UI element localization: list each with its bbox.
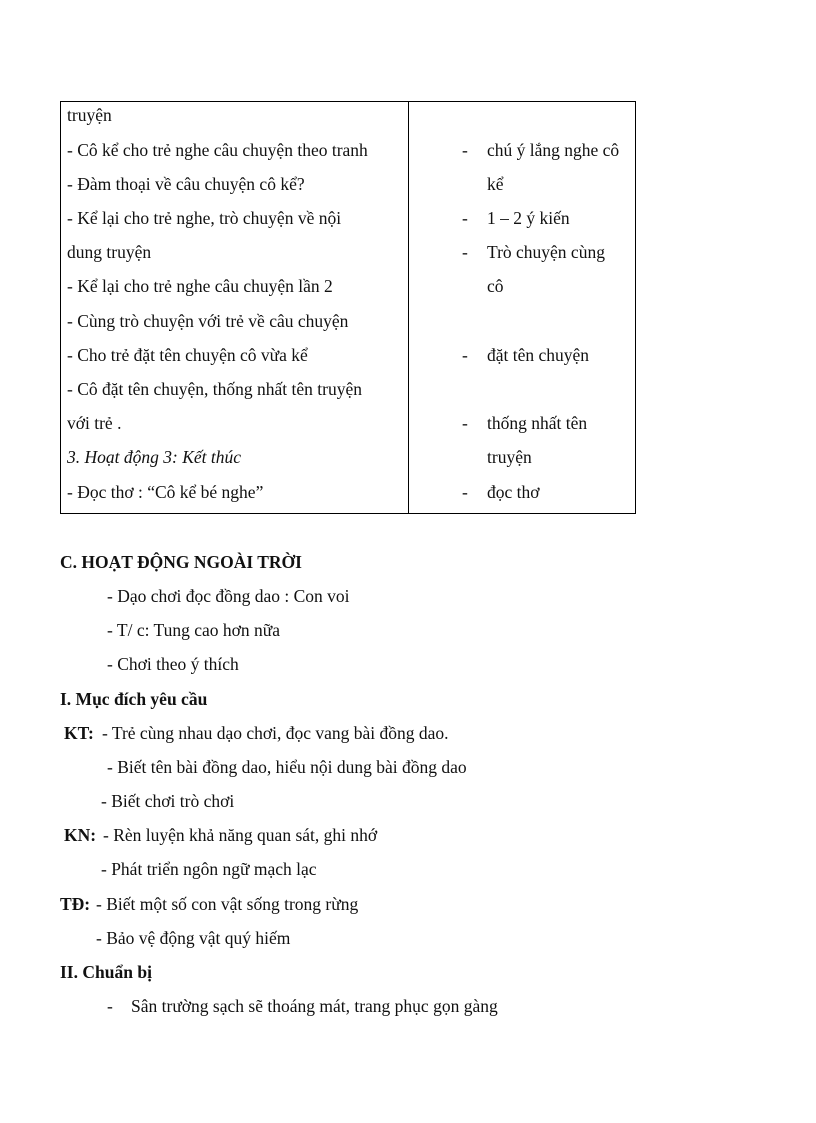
kt-item: - Trẻ cùng nhau dạo chơi, đọc vang bài đồng dao. — [102, 723, 449, 743]
section-ii-heading: II. Chuẩn bị — [60, 962, 152, 982]
table-right-line: thống nhất tên — [487, 413, 588, 433]
td-item: - Biết một số con vật sống trong rừng — [96, 894, 359, 914]
table-left-line: truyện — [67, 105, 112, 125]
table-right-line: đặt tên chuyện — [487, 345, 590, 365]
activity-item: - Dạo chơi đọc đồng dao : Con voi — [107, 586, 350, 606]
table-left-line: - Kể lại cho trẻ nghe, trò chuyện về nội — [67, 208, 342, 228]
bullet-dash: - — [462, 140, 468, 160]
table-right-line: kể — [487, 174, 504, 194]
table-right-line: cô — [487, 276, 504, 296]
bullet-dash: - — [462, 345, 468, 365]
activity-item: - Chơi theo ý thích — [107, 654, 239, 674]
table-right-line: chú ý lắng nghe cô — [487, 140, 620, 160]
bullet-dash: - — [462, 242, 468, 262]
table-column-divider — [408, 102, 409, 513]
table-left-line: - Đọc thơ : “Cô kể bé nghe” — [67, 482, 264, 502]
prep-item: Sân trường sạch sẽ thoáng mát, trang phục gọn gàng — [131, 996, 498, 1016]
table-right-line: truyện — [487, 447, 532, 467]
table-right-line: Trò chuyện cùng — [487, 242, 605, 262]
section-c-heading: C. HOẠT ĐỘNG NGOÀI TRỜI — [60, 552, 302, 572]
kt-item: - Biết tên bài đồng dao, hiểu nội dung bài đồng dao — [107, 757, 467, 777]
kn-item: - Phát triển ngôn ngữ mạch lạc — [101, 859, 317, 879]
table-left-line: - Kể lại cho trẻ nghe câu chuyện lần 2 — [67, 276, 333, 296]
td-label: TĐ: — [60, 894, 91, 914]
table-left-line: - Cùng trò chuyện với trẻ về câu chuyện — [67, 311, 349, 331]
bullet-dash: - — [107, 996, 113, 1016]
table-left-line: - Đàm thoại về câu chuyện cô kể? — [67, 174, 305, 194]
activity-3-heading: 3. Hoạt động 3: Kết thúc — [67, 447, 242, 467]
activity-item: - T/ c: Tung cao hơn nữa — [107, 620, 280, 640]
table-left-line: - Cô kể cho trẻ nghe câu chuyện theo tranh — [67, 140, 368, 160]
table-left-line: với trẻ . — [67, 413, 122, 433]
bullet-dash: - — [462, 413, 468, 433]
kt-label: KT: — [64, 723, 94, 743]
table-left-line: - Cô đặt tên chuyện, thống nhất tên truyện — [67, 379, 362, 399]
kn-label: KN: — [64, 825, 97, 845]
td-item: - Bảo vệ động vật quý hiếm — [96, 928, 291, 948]
table-left-line: - Cho trẻ đặt tên chuyện cô vừa kể — [67, 345, 308, 365]
kt-item: - Biết chơi trò chơi — [101, 791, 235, 811]
kn-item: - Rèn luyện khả năng quan sát, ghi nhớ — [103, 825, 378, 845]
bullet-dash: - — [462, 482, 468, 502]
section-i-heading: I. Mục đích yêu cầu — [60, 689, 208, 709]
bullet-dash: - — [462, 208, 468, 228]
table-right-line: đọc thơ — [487, 482, 540, 502]
table-right-line: 1 – 2 ý kiến — [487, 208, 570, 228]
table-left-line: dung truyện — [67, 242, 152, 262]
